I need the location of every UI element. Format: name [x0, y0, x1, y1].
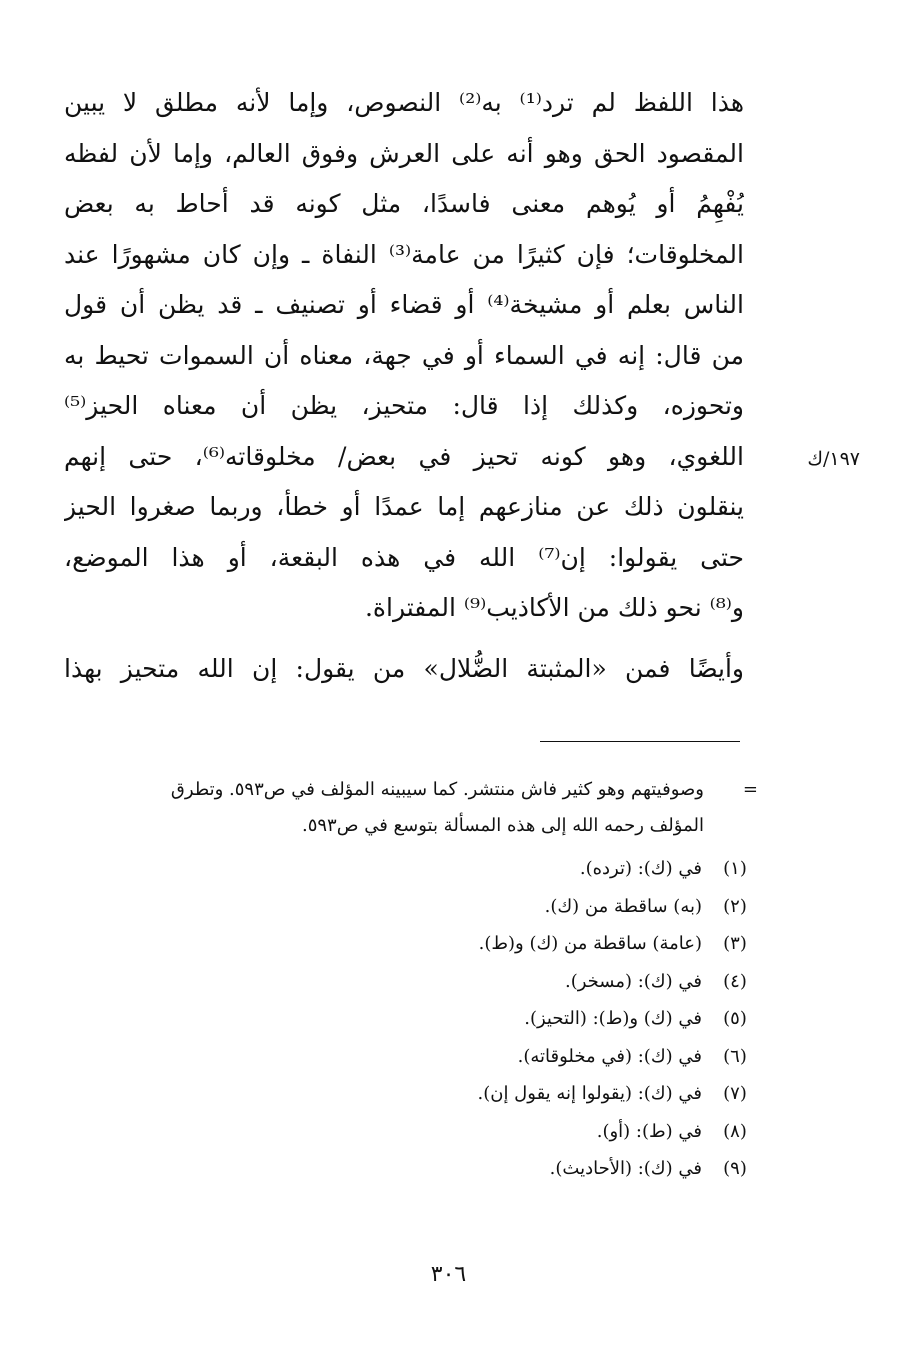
- footnote-text: في (ك): (مسخر).: [564, 970, 702, 992]
- text-line: حتى يقولوا: إن⁽⁷⁾ الله في هذه البقعة، أو هذا الموضع،: [64, 542, 744, 572]
- text-line: و⁽⁸⁾ نحو ذلك من الأكاذيب⁽⁹⁾ المفتراة.: [364, 593, 744, 622]
- continuation-line: المؤلف رحمه الله إلى هذه المسألة بتوسع في ص٥٩٣.: [301, 815, 704, 836]
- continuation-mark: =: [742, 779, 758, 800]
- footnote-number: (٩): [723, 1158, 747, 1179]
- footnote-text: في (ك) و(ط): (التحيز).: [524, 1008, 702, 1029]
- footnote-item: [64, 1075, 764, 1113]
- text-line: المخلوقات؛ فإن كثيرًا من عامة⁽³⁾ النفاة ـ وإن كان مشهورًا عند: [64, 239, 744, 269]
- footnote-text: في (ك): (في مخلوقاته).: [517, 1045, 702, 1067]
- footnote-text: في (ك): (يقولوا إنه يقول إن).: [477, 1083, 702, 1104]
- footnote-number: (٨): [723, 1120, 747, 1142]
- footnote-item: [64, 1150, 764, 1188]
- footnotes: [64, 772, 764, 1188]
- footnote-item: [64, 888, 764, 926]
- footnote-number: (١): [723, 858, 747, 879]
- text-line: ينقلون ذلك عن منازعهم إما عمدًا أو خطأ، وربما صغروا الحيز: [64, 492, 744, 521]
- footnote-number: (٦): [723, 1045, 747, 1067]
- footnote-continuation: [64, 772, 764, 844]
- footnote-separator: [540, 741, 740, 742]
- text-line: المقصود الحق وهو أنه على العرش وفوق العالم، وإما لأن لفظه: [64, 138, 744, 168]
- second-paragraph-line: وأيضًا فمن «المثبتة الضُّلال» من يقول: إن الله متحيز بهذا: [64, 653, 744, 683]
- footnote-item: [64, 963, 764, 1001]
- page-number: ٣٠٦: [430, 1262, 467, 1287]
- footnote-number: (٣): [723, 933, 747, 954]
- footnote-item: [64, 925, 764, 963]
- text-line: هذا اللفظ لم ترد⁽¹⁾ به⁽²⁾ النصوص، وإما لأنه مطلق لا يبين: [64, 88, 744, 117]
- text-line: وتحوزه، وكذلك إذا قال: متحيز، يظن أن معناه الحيز⁽⁵⁾: [64, 391, 744, 420]
- text-line: من قال: إنه في السماء أو في جهة، معناه أن السموات تحيط به: [64, 340, 744, 370]
- continuation-line: وصوفيتهم وهو كثير فاش منتشر. كما سيبينه المؤلف في ص٥٩٣. وتطرق: [170, 779, 704, 800]
- footnote-number: (٧): [723, 1083, 747, 1104]
- text-line: اللغوي، وهو كونه تحيز في بعض/ مخلوقاته⁽⁶⁾، حتى إنهم: [64, 441, 744, 471]
- footnote-item: [64, 1000, 764, 1038]
- paragraph-gap: [64, 634, 744, 644]
- footnote-text: في (ط): (أو).: [596, 1120, 702, 1142]
- footnote-item: [64, 1113, 764, 1151]
- footnote-text: (عامة) ساقطة من (ك) و(ط).: [478, 933, 702, 954]
- text-line: الناس بعلم أو مشيخة⁽⁴⁾ أو قضاء أو تصنيف ـ قد يظن أن قول: [64, 290, 744, 319]
- text-line: يُفْهِمُ أو يُوهم معنى فاسدًا، مثل كونه قد أحاط به بعض: [64, 189, 744, 218]
- footnote-number: (٤): [723, 970, 747, 992]
- footnote-text: في (ك): (ترده).: [579, 858, 702, 879]
- main-text: [64, 78, 744, 694]
- footnote-text: في (ك): (الأحاديث).: [549, 1158, 702, 1179]
- footnote-item: [64, 850, 764, 888]
- footnote-number: (٥): [723, 1008, 747, 1029]
- footnote-number: (٢): [723, 895, 747, 917]
- footnote-list: [64, 850, 764, 1188]
- footnote-text: (به) ساقطة من (ك).: [544, 895, 702, 917]
- footnote-item: [64, 1038, 764, 1076]
- manuscript-folio-note: ١٩٧/ك: [807, 448, 860, 470]
